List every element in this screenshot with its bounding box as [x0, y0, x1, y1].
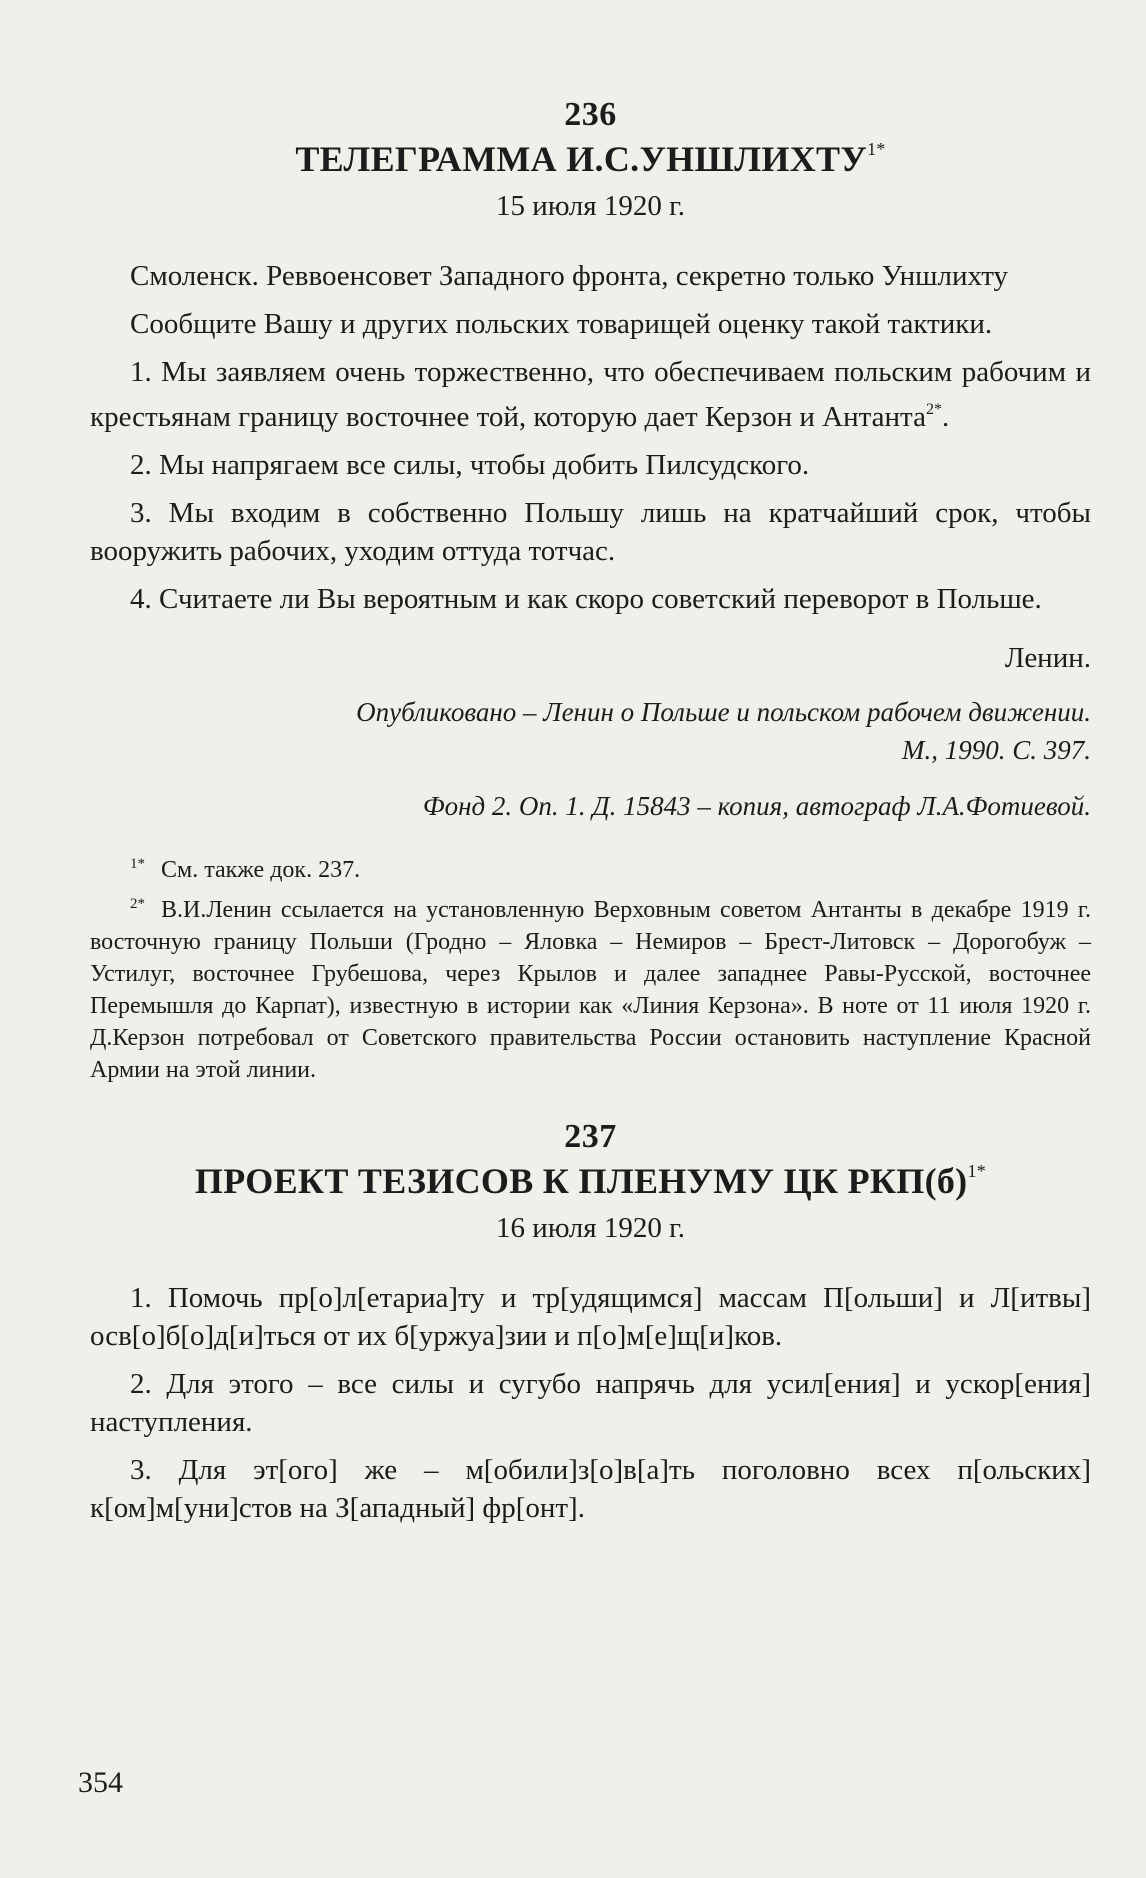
paragraph: Сообщите Вашу и других польских товарищей оценку такой тактики.: [130, 308, 993, 340]
publication-line-2: М., 1990. С. 397.: [902, 735, 1091, 765]
doc-date: 16 июля 1920 г.: [496, 1212, 685, 1244]
doc-title: [90, 138, 1091, 180]
footnote-ref: 1*: [867, 139, 886, 159]
doc-title: [90, 1160, 1091, 1202]
page-number: 354: [78, 1766, 123, 1799]
paragraph: 3. Мы входим в собственно Польшу лишь на кратчайший срок, чтобы вооружить рабочих, уходим оттуда тотчас.: [90, 497, 1091, 567]
section-gap: [90, 1088, 1091, 1118]
footnote-mark: 1*: [130, 856, 145, 872]
paragraph: Смоленск. Реввоенсовет Западного фронта, секретно только Уншлихту: [130, 260, 1009, 292]
footnote-ref: 2*: [925, 401, 942, 418]
paragraph: 2. Мы напрягаем все силы, чтобы добить Пилсудского.: [130, 449, 810, 481]
signature: Ленин.: [1004, 642, 1091, 674]
paragraph-end: .: [941, 401, 950, 433]
footnote-mark: 2*: [130, 896, 145, 912]
document-237: [90, 1118, 1091, 1527]
paragraph: 4. Считаете ли Вы вероятным и как скоро советский переворот в Польше.: [130, 583, 1042, 615]
footnote: [90, 888, 1091, 1086]
doc-title-text: ПРОЕКТ ТЕЗИСОВ К ПЛЕНУМУ ЦК РКП(б): [194, 1161, 968, 1201]
doc-title-text: ТЕЛЕГРАММА И.С.УНШЛИХТУ: [295, 139, 868, 179]
doc-number: 237: [564, 1118, 617, 1155]
footnote-text: См. также док. 237.: [161, 857, 361, 883]
doc-date: 15 июля 1920 г.: [496, 190, 685, 222]
publication-note: [90, 693, 1091, 769]
footnote-ref: 1*: [967, 1161, 987, 1181]
paragraph: [90, 353, 1091, 436]
paragraph: 1. Помочь пр[о]л[етариа]ту и тр[удящимся] массам П[ольши] и Л[итвы] осв[о]б[о]д[и]ться от их б[уржуа]зии и п[о]м[е]щ[и]ков.: [90, 1282, 1091, 1352]
footnote-text: В.И.Ленин ссылается на установленную Верховным советом Антанты в декабре 1919 г. восточную границу Польши (Гродно – Яловка – Немиров – Брест-Литовск – Дорогобуж – Устилуг, восточнее Грубешова, через Крылов и далее западнее Равы-Русской, восточнее Перемышля до Карпат), известную в истории как «Линия Керзона». В ноте от 11 июля 1920 г. Д.Керзон потребовал от Советского правительства России остановить наступление Красной Армии на этой линии.: [90, 897, 1091, 1083]
document-236: [90, 96, 1091, 1086]
doc-number: 236: [564, 96, 617, 133]
paragraph: 3. Для эт[ого] же – м[обили]з[о]в[а]ть поголовно всех п[ольских] к[ом]м[уни]стов на З[ападный] фр[онт].: [90, 1454, 1091, 1524]
archive-reference: Фонд 2. Оп. 1. Д. 15843 – копия, автограф Л.А.Фотиевой.: [422, 791, 1091, 821]
paragraph-text: 1. Мы заявляем очень торжественно, что обеспечиваем польским рабочим и крестьянам границу восточнее той, которую дает Керзон и Антанта: [90, 356, 1091, 433]
paragraph: 2. Для этого – все силы и сугубо напрячь для усил[ения] и ускор[ения] наступления.: [90, 1368, 1091, 1438]
publication-line-1: Опубликовано – Ленин о Польше и польском рабочем движении.: [356, 697, 1091, 727]
footnote: [90, 848, 1091, 886]
